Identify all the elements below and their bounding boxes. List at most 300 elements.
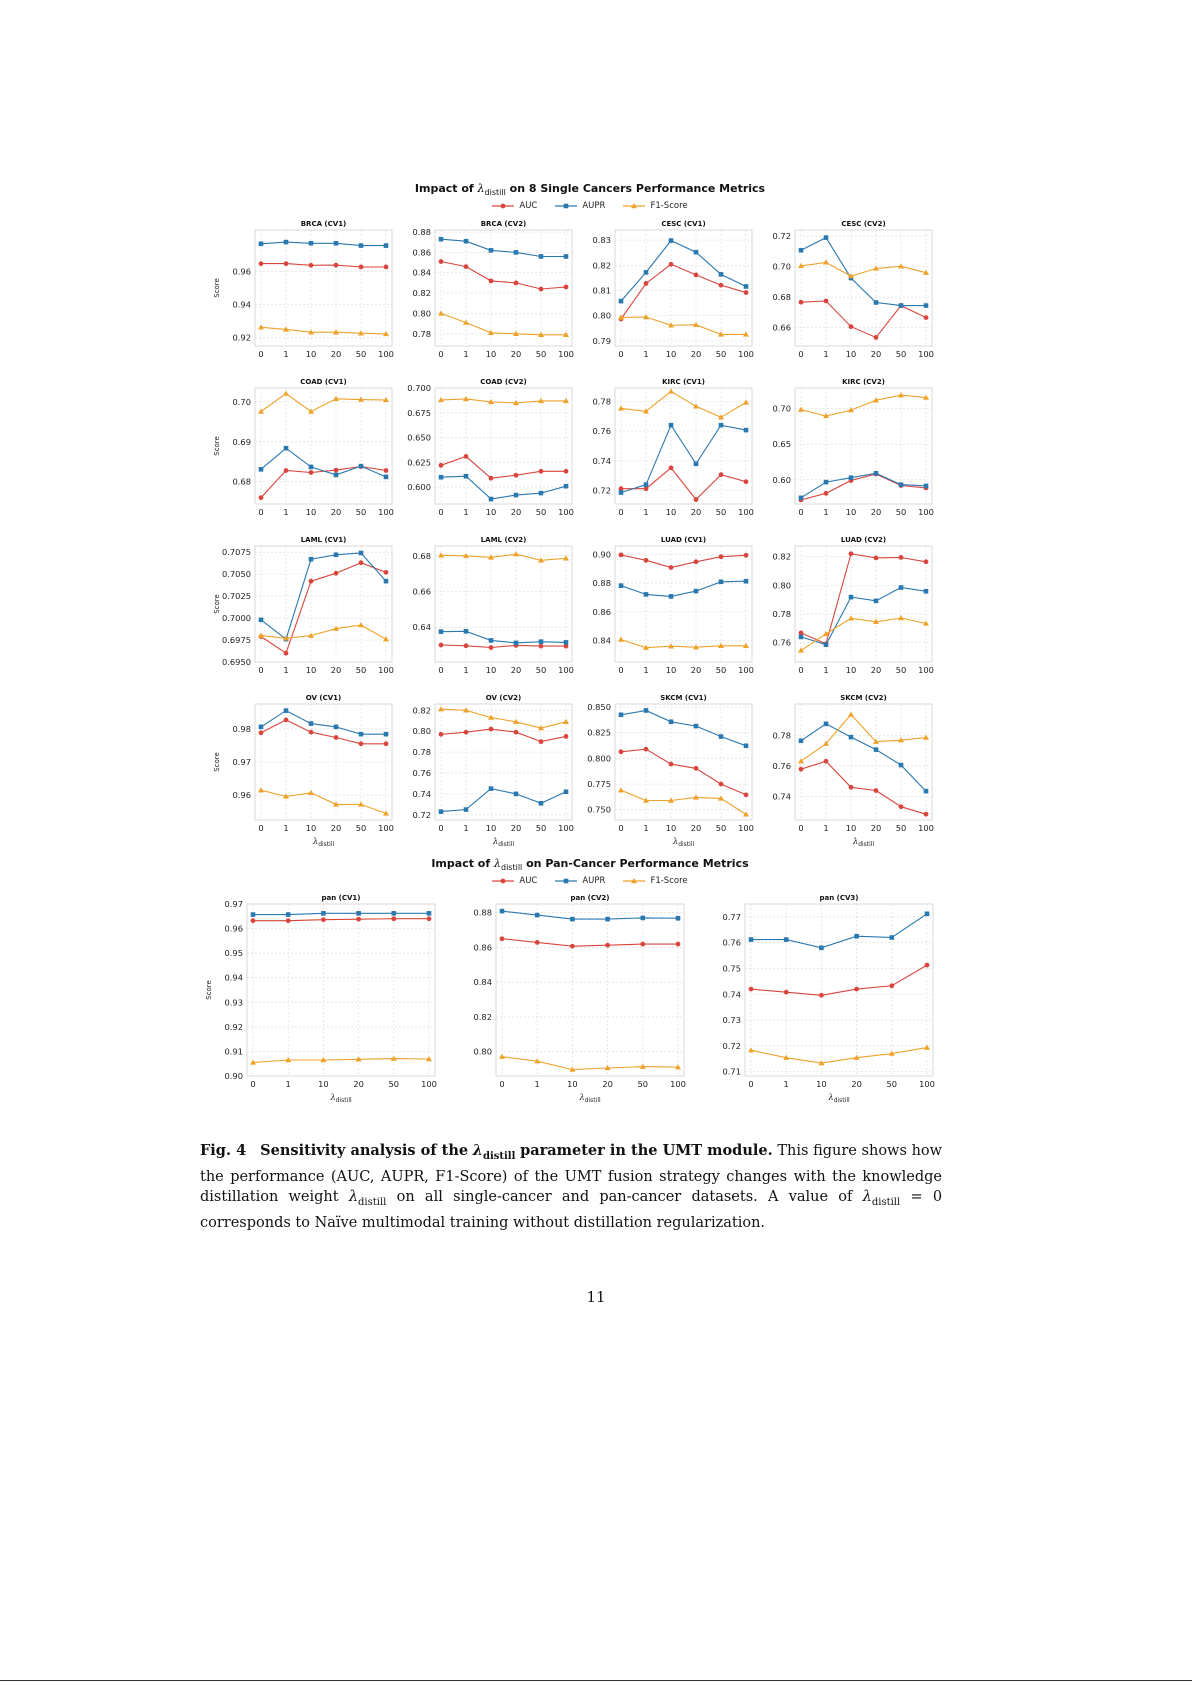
point-aupr [334,473,339,478]
x-tick-label: 20 [870,823,882,833]
series-f1-score [798,615,929,653]
point-f1-score [798,758,804,763]
point-f1-score [848,712,854,717]
series-aupr [259,240,389,248]
point-auc [286,918,291,923]
point-auc [309,579,314,584]
chart-laml-cv2 [391,532,578,696]
series-aupr [799,722,929,794]
point-aupr [619,583,624,588]
x-tick-label: 50 [895,665,907,675]
point-aupr [309,241,314,246]
point-aupr [899,763,904,768]
x-tick-label: 0 [258,823,264,833]
plot-frame [247,904,435,1076]
x-tick-label: 1 [463,349,469,359]
series-line-auc [801,301,926,338]
y-tick-label: 0.650 [407,432,431,443]
x-tick-label: 100 [738,507,754,517]
point-aupr [924,589,929,594]
x-tick-label: 0 [798,507,804,517]
plot-frame [435,704,572,820]
x-tick-label: 1 [283,823,289,833]
series-line-f1-score [801,618,926,650]
chart-pan-cv2 [452,890,690,1110]
x-tick-label: 1 [823,665,829,675]
series-auc [251,916,432,923]
legend-marker-auc [501,204,506,209]
series-line-auc [751,965,927,995]
point-auc [321,917,326,922]
series-f1-score [618,314,749,337]
plot-frame [435,546,572,662]
series-aupr [619,579,749,599]
x-tick-label: 100 [378,349,394,359]
point-auc [924,315,929,320]
point-auc [719,782,724,787]
series-line-auc [261,720,386,744]
y-tick-label: 0.86 [412,247,431,258]
plot-frame [795,704,932,820]
x-tick-label: 20 [353,1079,364,1089]
point-aupr [284,240,289,245]
y-tick-label: 0.64 [412,622,431,633]
point-aupr [694,724,699,729]
y-tick-label: 0.93 [224,997,243,1008]
y-tick-label: 0.72 [592,485,611,496]
y-tick-label: 0.7000 [221,613,251,624]
legend-label-auc: AUC [519,876,538,886]
point-aupr [694,462,699,467]
x-tick-label: 50 [535,507,547,517]
x-tick-label: 10 [845,665,857,675]
point-auc [640,942,645,947]
chart-title: LUAD (CV2) [840,536,887,544]
legend-marker-aupr [564,879,569,884]
chart-brca-cv1 [211,216,398,380]
point-aupr [439,237,444,242]
series-auc [619,552,749,569]
x-tick-label: 10 [485,665,497,675]
point-aupr [784,937,789,942]
y-tick-label: 0.66 [412,586,431,597]
point-aupr [669,719,674,724]
point-auc [744,290,749,295]
point-auc [744,479,749,484]
point-aupr [849,595,854,600]
series-line-f1-score [801,262,926,276]
series-line-auc [441,262,566,290]
point-aupr [500,909,505,914]
series-auc [439,259,569,291]
point-aupr [489,497,494,502]
y-tick-label: 0.88 [412,227,431,238]
point-aupr [619,299,624,304]
chart-title: LUAD (CV1) [660,536,707,544]
point-aupr [925,911,930,916]
x-tick-label: 0 [618,823,624,833]
point-f1-score [618,637,624,642]
y-tick-label: 0.76 [772,637,791,648]
x-tick-label: 10 [845,349,857,359]
x-tick-label: 100 [421,1079,437,1089]
y-tick-label: 0.97 [232,757,251,767]
point-aupr [890,935,895,940]
x-tick-label: 0 [499,1079,505,1089]
x-tick-label: 20 [870,665,882,675]
series-f1-score [798,712,929,764]
x-tick-label: 1 [463,665,469,675]
series-line-auc [801,761,926,814]
legend-swatch-f1-score [623,202,645,210]
point-aupr [309,557,314,562]
point-aupr [605,917,610,922]
point-aupr [564,254,569,259]
point-aupr [334,552,339,557]
x-tick-label: 10 [305,665,317,675]
x-tick-label: 10 [485,507,497,517]
point-aupr [489,786,494,791]
y-tick-label: 0.74 [412,788,431,799]
point-f1-score [823,631,829,636]
chart-ov-cv1 [211,690,398,854]
point-aupr [799,738,804,743]
point-aupr [874,471,879,476]
chart-pan-cv3 [701,890,939,1110]
point-auc [464,730,469,735]
y-tick-label: 0.88 [592,578,611,589]
x-tick-label: 1 [283,349,289,359]
point-auc [359,265,364,270]
point-auc [889,983,894,988]
point-f1-score [898,392,904,397]
point-auc [799,767,804,772]
pan-figure-title: Impact of $\lambda_{distill}$ on Pan-Cancer Performance Metrics [431,857,749,873]
series-f1-score [618,787,749,816]
point-auc [644,747,649,752]
point-aupr [284,446,289,451]
x-tick-label: 100 [558,823,574,833]
point-f1-score [898,263,904,268]
point-auc [925,963,930,968]
x-tick-label: 20 [690,665,702,675]
x-axis-label: $\lambda_{distill}$ [312,837,335,848]
point-auc [605,943,610,948]
x-tick-label: 20 [690,349,702,359]
figure-caption: Fig. 4 Sensitivity analysis of the $\lambda_{distill}$ parameter in the UMT module. This figure shows how the performance (AUC, AUPR, F1-Score) of the UMT fusion strategy changes with the knowledge distillation weight $\lambda_{distill}$ on all single-cancer and pan-cancer datasets. A value of $\lambda_{distill} = 0$ corresponds to Naïve multimodal training without distillation regularization. [200,1142,943,1231]
x-tick-label: 0 [618,349,624,359]
x-tick-label: 20 [510,507,522,517]
y-tick-label: 0.71 [722,1066,741,1077]
point-auc [427,916,432,921]
x-tick-label: 100 [738,665,754,675]
point-auc [669,565,674,570]
series-auc [619,262,749,322]
x-tick-label: 50 [895,349,907,359]
series-line-aupr [441,789,566,812]
x-tick-label: 20 [870,349,882,359]
y-tick-label: 0.98 [232,723,251,734]
x-tick-label: 20 [690,507,702,517]
legend-item-aupr [555,201,605,211]
point-aupr [744,579,749,584]
point-aupr [321,911,326,916]
point-auc [564,734,569,739]
x-tick-label: 50 [355,665,367,675]
series-line-aupr [441,476,566,499]
y-tick-label: 0.94 [232,299,251,310]
y-tick-label: 0.80 [772,580,791,591]
x-tick-label: 100 [918,665,934,675]
point-auc [924,812,929,817]
y-tick-label: 0.76 [772,760,791,771]
point-auc [539,469,544,474]
point-auc [359,741,364,746]
point-aupr [874,599,879,604]
point-aupr [899,303,904,308]
series-auc [799,299,929,340]
y-tick-label: 0.92 [224,1021,243,1032]
point-auc [439,643,444,648]
x-tick-label: 1 [283,665,289,675]
x-tick-label: 20 [690,823,702,833]
plot-frame [795,230,932,346]
x-tick-label: 0 [258,665,264,675]
y-tick-label: 0.80 [592,310,611,321]
x-tick-label: 10 [485,349,497,359]
point-aupr [719,580,724,585]
y-tick-label: 0.75 [722,963,741,974]
legend-label-auc: AUC [519,201,538,211]
point-aupr [744,284,749,289]
series-line-auc [621,468,746,500]
series-auc [799,759,929,817]
point-auc [384,468,389,473]
point-aupr [286,912,291,917]
x-tick-label: 10 [305,349,317,359]
series-line-aupr [261,448,386,477]
chart-title: pan (CV3) [819,894,859,902]
x-tick-label: 10 [845,823,857,833]
y-tick-label: 0.775 [587,779,611,790]
y-tick-label: 0.79 [592,335,611,346]
point-aupr [669,594,674,599]
point-aupr [464,239,469,244]
chart-luad-cv2 [751,532,938,696]
point-aupr [819,946,824,951]
x-tick-label: 0 [618,665,624,675]
y-tick-label: 0.86 [473,942,492,953]
point-aupr [514,792,519,797]
series-aupr [619,238,749,303]
point-auc [694,497,699,502]
series-line-auc [621,264,746,319]
point-f1-score [283,391,289,396]
series-line-f1-score [502,1057,678,1070]
point-aupr [749,937,754,942]
y-tick-label: 0.70 [232,396,251,407]
point-auc [384,265,389,270]
series-line-auc [441,645,566,648]
point-aupr [439,629,444,634]
point-auc [824,759,829,764]
y-tick-label: 0.6975 [221,635,251,646]
plot-frame [255,546,392,662]
y-tick-label: 0.70 [772,261,791,272]
point-auc [619,552,624,557]
point-auc [669,762,674,767]
plot-frame [496,904,684,1076]
point-aupr [669,423,674,428]
point-auc [489,278,494,283]
y-tick-label: 0.82 [592,260,611,271]
point-aupr [384,732,389,737]
x-tick-label: 100 [918,349,934,359]
point-aupr [514,493,519,498]
series-aupr [439,237,569,259]
x-tick-label: 50 [388,1079,400,1089]
point-aupr [644,482,649,487]
chart-title: LAML (CV2) [480,536,527,544]
y-tick-label: 0.95 [224,948,243,959]
series-f1-score [438,396,569,405]
legend-item-f1-score [623,876,687,886]
series-line-auc [253,919,429,921]
point-aupr [334,725,339,730]
chart-ov-cv2 [391,690,578,854]
point-aupr [539,801,544,806]
x-tick-label: 100 [558,665,574,675]
x-tick-label: 50 [895,507,907,517]
point-aupr [719,423,724,428]
point-aupr [874,300,879,305]
point-auc [719,554,724,559]
series-aupr [439,629,569,645]
point-aupr [924,484,929,489]
point-aupr [899,482,904,487]
point-f1-score [743,399,749,404]
y-tick-label: 0.78 [772,609,791,620]
point-auc [284,651,289,656]
chart-title: pan (CV2) [570,894,610,902]
x-tick-label: 20 [330,823,342,833]
point-aupr [849,475,854,480]
point-auc [694,766,699,771]
y-tick-label: 0.82 [412,288,431,299]
point-auc [819,993,824,998]
point-aupr [719,272,724,277]
point-aupr [744,428,749,433]
series-f1-score [438,310,569,337]
series-line-f1-score [441,313,566,334]
series-aupr [259,708,389,736]
x-tick-label: 10 [845,507,857,517]
series-f1-score [748,1045,930,1066]
x-tick-label: 10 [318,1079,329,1089]
y-tick-label: 0.7025 [221,591,251,602]
y-axis-label: Score [213,594,221,614]
series-f1-score [438,706,569,730]
point-aupr [824,642,829,647]
x-tick-label: 0 [798,665,804,675]
series-auc [259,718,389,747]
y-tick-label: 0.86 [592,606,611,617]
point-auc [539,739,544,744]
legend-swatch-aupr [555,877,577,885]
point-auc [799,300,804,305]
point-f1-score [258,324,264,329]
point-auc [849,785,854,790]
series-f1-score [258,787,389,815]
series-f1-score [499,1054,681,1072]
point-aupr [539,491,544,496]
chart-brca-cv2 [391,216,578,380]
point-aupr [874,747,879,752]
x-tick-label: 20 [851,1079,862,1089]
x-tick-label: 0 [618,507,624,517]
legend-swatch-auc [492,202,514,210]
point-aupr [564,484,569,489]
series-line-aupr [441,239,566,256]
point-auc [619,749,624,754]
series-f1-score [258,622,389,641]
point-f1-score [258,409,264,414]
chart-skcm-cv2 [751,690,938,854]
point-aupr [619,490,624,495]
point-aupr [719,734,724,739]
x-tick-label: 1 [643,823,649,833]
point-auc [359,560,364,565]
chart-pan-cv1 [203,890,441,1110]
y-tick-label: 0.78 [412,328,431,339]
x-tick-label: 20 [330,665,342,675]
plot-frame [795,546,932,662]
point-auc [439,259,444,264]
x-tick-label: 0 [438,349,444,359]
y-tick-label: 0.84 [473,977,492,988]
y-tick-label: 0.66 [772,322,791,333]
point-auc [824,491,829,496]
x-tick-label: 100 [558,507,574,517]
point-auc [676,942,681,947]
point-aupr [824,480,829,485]
x-tick-label: 10 [305,507,317,517]
y-tick-label: 0.73 [722,1015,741,1026]
point-aupr [694,589,699,594]
x-tick-label: 100 [918,507,934,517]
point-aupr [427,911,432,916]
legend-item-aupr [555,876,605,886]
series-line-f1-score [261,625,386,639]
point-aupr [259,618,264,623]
footer-rule [0,1680,1192,1681]
point-auc [669,262,674,267]
point-aupr [644,592,649,597]
point-f1-score [499,1054,505,1059]
chart-title: KIRC (CV2) [842,378,885,386]
y-tick-label: 0.96 [232,790,251,801]
chart-title: BRCA (CV2) [480,220,527,228]
y-tick-label: 0.92 [232,332,251,343]
x-tick-label: 1 [285,1079,291,1089]
x-tick-label: 100 [378,665,394,675]
point-aupr [489,248,494,253]
chart-title: SKCM (CV1) [660,694,707,702]
x-tick-label: 1 [643,507,649,517]
chart-kirc-cv1 [571,374,758,538]
point-aupr [359,464,364,469]
chart-title: KIRC (CV1) [662,378,705,386]
